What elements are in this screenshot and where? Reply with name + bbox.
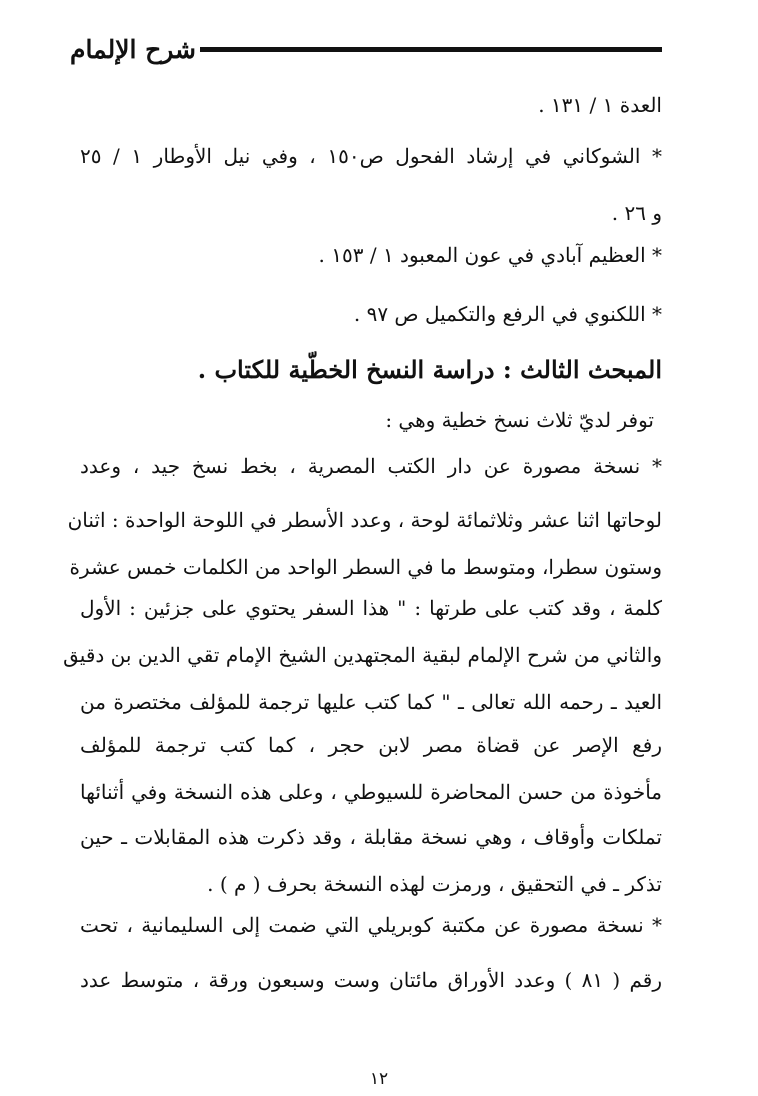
- text-line: توفر لديّ ثلاث نسخ خطية وهي :: [385, 408, 654, 432]
- text-line: وستون سطرا، ومتوسط ما في السطر الواحد من الكلمات خمس عشرة: [69, 555, 662, 579]
- running-header-title: شرح الإلمام: [70, 35, 196, 64]
- text-line: تملكات وأوقاف ، وهي نسخة مقابلة ، وقد ذكرت هذه المقابلات ـ حين: [80, 825, 662, 849]
- text-line: * اللكنوي في الرفع والتكميل ص ٩٧ .: [353, 302, 662, 326]
- text-line: رقم ( ٨١ ) وعدد الأوراق مائتان وست وسبعون ورقة ، متوسط عدد: [80, 968, 662, 992]
- text-line: لوحاتها اثنا عشر وثلاثمائة لوحة ، وعدد الأسطر في اللوحة الواحدة : اثنان: [67, 508, 662, 532]
- text-line: رفع الإصر عن قضاة مصر لابن حجر ، كما كتب ترجمة للمؤلف: [80, 733, 662, 757]
- text-line: * نسخة مصورة عن دار الكتب المصرية ، بخط نسخ جيد ، وعدد: [80, 454, 662, 478]
- section-heading: المبحث الثالث : دراسة النسخ الخطّية للكتاب .: [197, 355, 662, 384]
- running-header: [0, 30, 758, 74]
- text-line: و ٢٦ .: [611, 201, 662, 225]
- page-number: ١٢: [369, 1069, 389, 1089]
- text-line: والثاني من شرح الإلمام لبقية المجتهدين الشيخ الإمام تقي الدين بن دقيق: [63, 643, 662, 667]
- text-line: العدة ١ / ١٣١ .: [538, 93, 662, 117]
- text-line: العيد ـ رحمه الله تعالى ـ " كما كتب عليها ترجمة للمؤلف مختصرة من: [80, 690, 662, 714]
- text-line: مأخوذة من حسن المحاضرة للسيوطي ، وعلى هذه النسخة وفي أثنائها: [80, 780, 663, 804]
- text-line: * العظيم آبادي في عون المعبود ١ / ١٥٣ .: [318, 243, 662, 267]
- text-line: * الشوكاني في إرشاد الفحول ص١٥٠ ، وفي نيل الأوطار ١ / ٢٥: [80, 144, 662, 168]
- text-line: كلمة ، وقد كتب على طرتها : " هذا السفر يحتوي على جزئين : الأول: [80, 596, 662, 620]
- text-line: تذكر ـ في التحقيق ، ورمزت لهذه النسخة بحرف ( م ) .: [207, 872, 662, 896]
- header-rule: [200, 47, 662, 52]
- text-line: * نسخة مصورة عن مكتبة كوبريلي التي ضمت إلى السليمانية ، تحت: [80, 913, 662, 937]
